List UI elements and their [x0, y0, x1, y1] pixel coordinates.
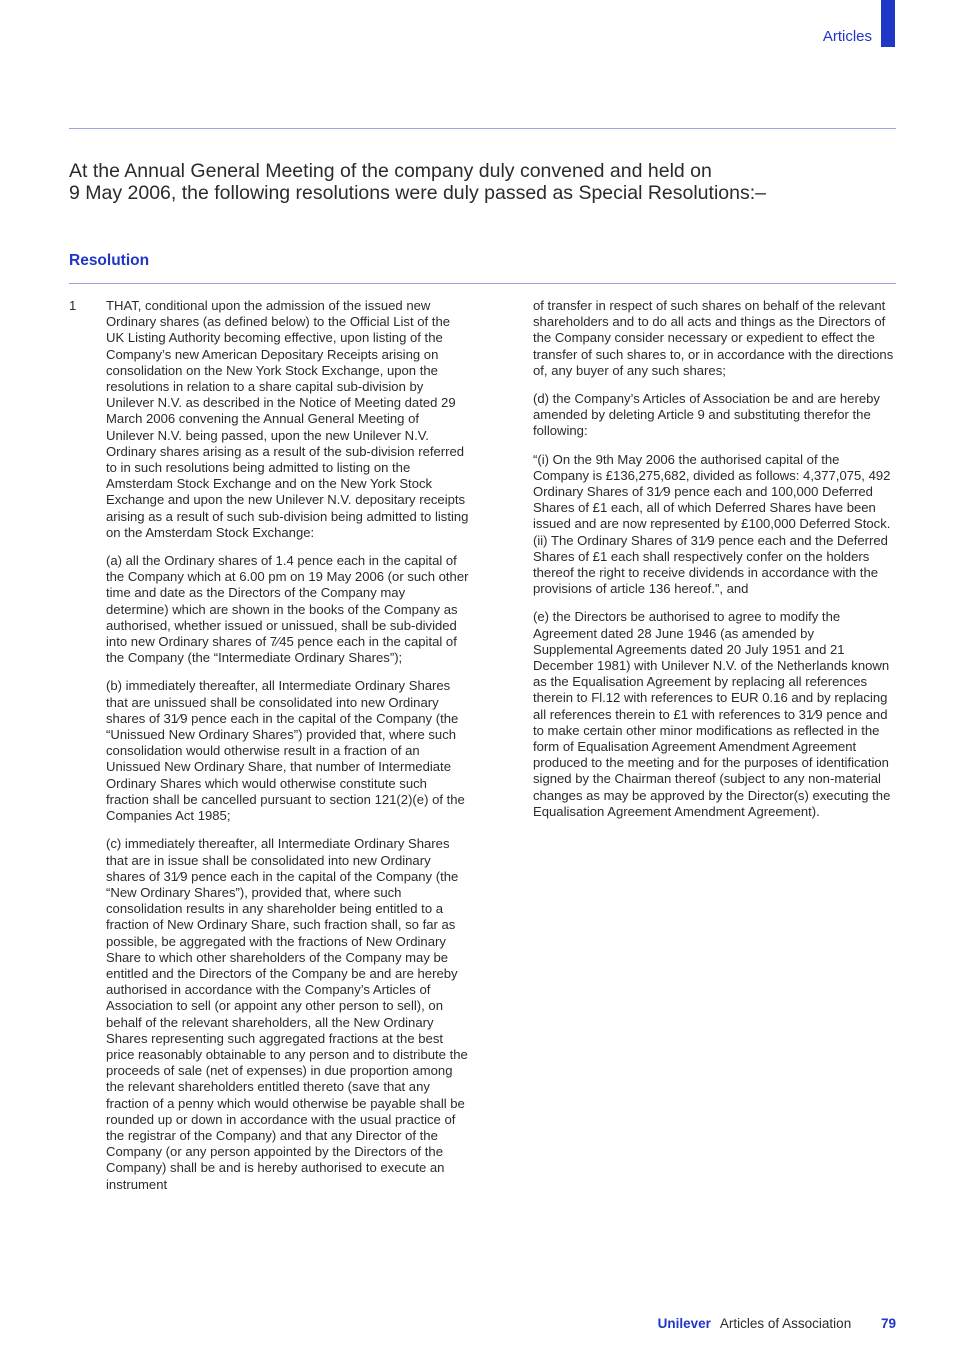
intro-line-2: 9 May 2006, the following resolutions were duly passed as Special Resolutions:– — [69, 182, 766, 204]
resolution-paragraph-d-quote: “(i) On the 9th May 2006 the authorised capital of the Company is £136,275,682, divided as follows: 4,377,075, 492 Ordinary Shares of 31⁄9 pence each and 100,000 Deferred Shares of £1 each, all of which Deferred Shares have been issued and are now represented by £100,000 Deferred Stock. (ii) The Ordinary Shares of 31⁄9 pence each and the Deferred Shares of £1 each shall respectively confer on the holders thereof the right to receive dividends in accordance with the provisions of article 136 hereof.”, and — [533, 451, 891, 597]
resolution-number: 1 — [69, 298, 77, 313]
left-column — [106, 298, 470, 1205]
resolution-paragraph-b: (b) immediately thereafter, all Intermediate Ordinary Shares that are unissued shall be consolidated into new Ordinary shares of 31⁄9 pence each in the capital of the Company (the “Unissued New Ordinary Shares”) provided that, where such consolidation would otherwise result in a fraction of an Unissued New Ordinary Share, that number of Intermediate Ordinary Shares which would otherwise constitute such fraction shall be cancelled pursuant to section 121(2)(e) of the Companies Act 1985; — [106, 678, 465, 824]
header-tab-marker — [881, 0, 895, 47]
footer-brand: Unilever — [657, 1316, 711, 1331]
resolution-paragraph: THAT, conditional upon the admission of the issued new Ordinary shares (as defined below) to the Official List of the UK Listing Authority becoming effective, upon listing of the Company’s new American Depositary Receipts arising on consolidation on the New York Stock Exchange, upon the resolutions in relation to a share capital sub-division by Unilever N.V. as described in the Notice of Meeting dated 29 March 2006 convening the Annual General Meeting of Unilever N.V. being passed, upon the new Unilever N.V. Ordinary shares arising as a result of the sub-division referred to in such resolutions being admitted to listing on the Amsterdam Stock Exchange and on the New York Stock Exchange and upon the new Unilever N.V. depositary receipts arising as a result of such sub-division being admitted to listing on the Amsterdam Stock Exchange: — [106, 298, 469, 540]
intro-line-1: At the Annual General Meeting of the company duly convened and held on — [69, 160, 712, 182]
resolution-paragraph-d: (d) the Company’s Articles of Association be and are hereby amended by deleting Article 9 and substituting therefor the following: — [533, 391, 880, 439]
header-section-label: Articles — [822, 28, 872, 45]
page-footer — [658, 1316, 896, 1331]
right-column — [533, 298, 895, 832]
resolution-paragraph-c-continued: of transfer in respect of such shares on behalf of the relevant shareholders and to do all acts and things as the Directors of the Company consider necessary or expedient to effect the transfer of such shares to, or in accordance with the directions of, any buyer of any such shares; — [533, 298, 894, 378]
intro-statement — [69, 160, 889, 204]
section-divider — [69, 283, 896, 284]
top-divider — [69, 128, 896, 129]
resolution-paragraph-e: (e) the Directors be authorised to agree to modify the Agreement dated 28 June 1946 (as amended by Supplemental Agreements dated 20 July 1951 and 21 December 1981) with Unilever N.V. of the Netherlands known as the Equalisation Agreement by replacing all references therein to Fl.12 with references to EUR 0.16 and by replacing all references therein to £1 with references to 31⁄9 pence and to make certain other minor modifications as reflected in the form of Equalisation Agreement Amendment Agreement produced to the meeting and for the purposes of identification signed by the Chairman thereof (subject to any non-material changes as may be approved by the Director(s) executing the Equalisation Agreement Amendment Agreement). — [533, 609, 891, 819]
section-heading: Resolution — [69, 252, 150, 269]
resolution-paragraph-a: (a) all the Ordinary shares of 1.4 pence each in the capital of the Company which at 6.00 pm on 19 May 2006 (or such other time and date as the Directors of the Company may determine) which are shown in the books of the Company as authorised, whether issued or unissued, shall be sub-divided into new Ordinary shares of 7⁄45 pence each in the capital of the Company (the “Intermediate Ordinary Shares”); — [106, 553, 469, 666]
page-number: 79 — [880, 1316, 896, 1331]
footer-document-title: Articles of Association — [719, 1316, 852, 1331]
resolution-paragraph-c: (c) immediately thereafter, all Intermediate Ordinary Shares that are in issue shall be consolidated into new Ordinary shares of 31⁄9 pence each in the capital of the Company (the “New Ordinary Shares”), provided that, where such consolidation results in any shareholder being entitled to a fraction of New Ordinary Share, such fraction shall, so far as possible, be aggregated with the fractions of New Ordinary Share to which other shareholders of the Company may be entitled and the Directors of the Company be and are hereby authorised in accordance with the Company’s Articles of Association to sell (or appoint any other person to sell), on behalf of the relevant shareholders, all the New Ordinary Shares representing such aggregated fractions at the best price reasonably obtainable to any person and to distribute the proceeds of sale (net of expenses) in due proportion among the relevant shareholders entitled thereto (save that any fraction of a penny which would otherwise be payable shall be rounded up or down in accordance with the usual practice of the registrar of the Company) and that any Director of the Company (or any person appointed by the Directors of the Company) shall be and is hereby authorised to execute an instrument — [106, 836, 468, 1192]
